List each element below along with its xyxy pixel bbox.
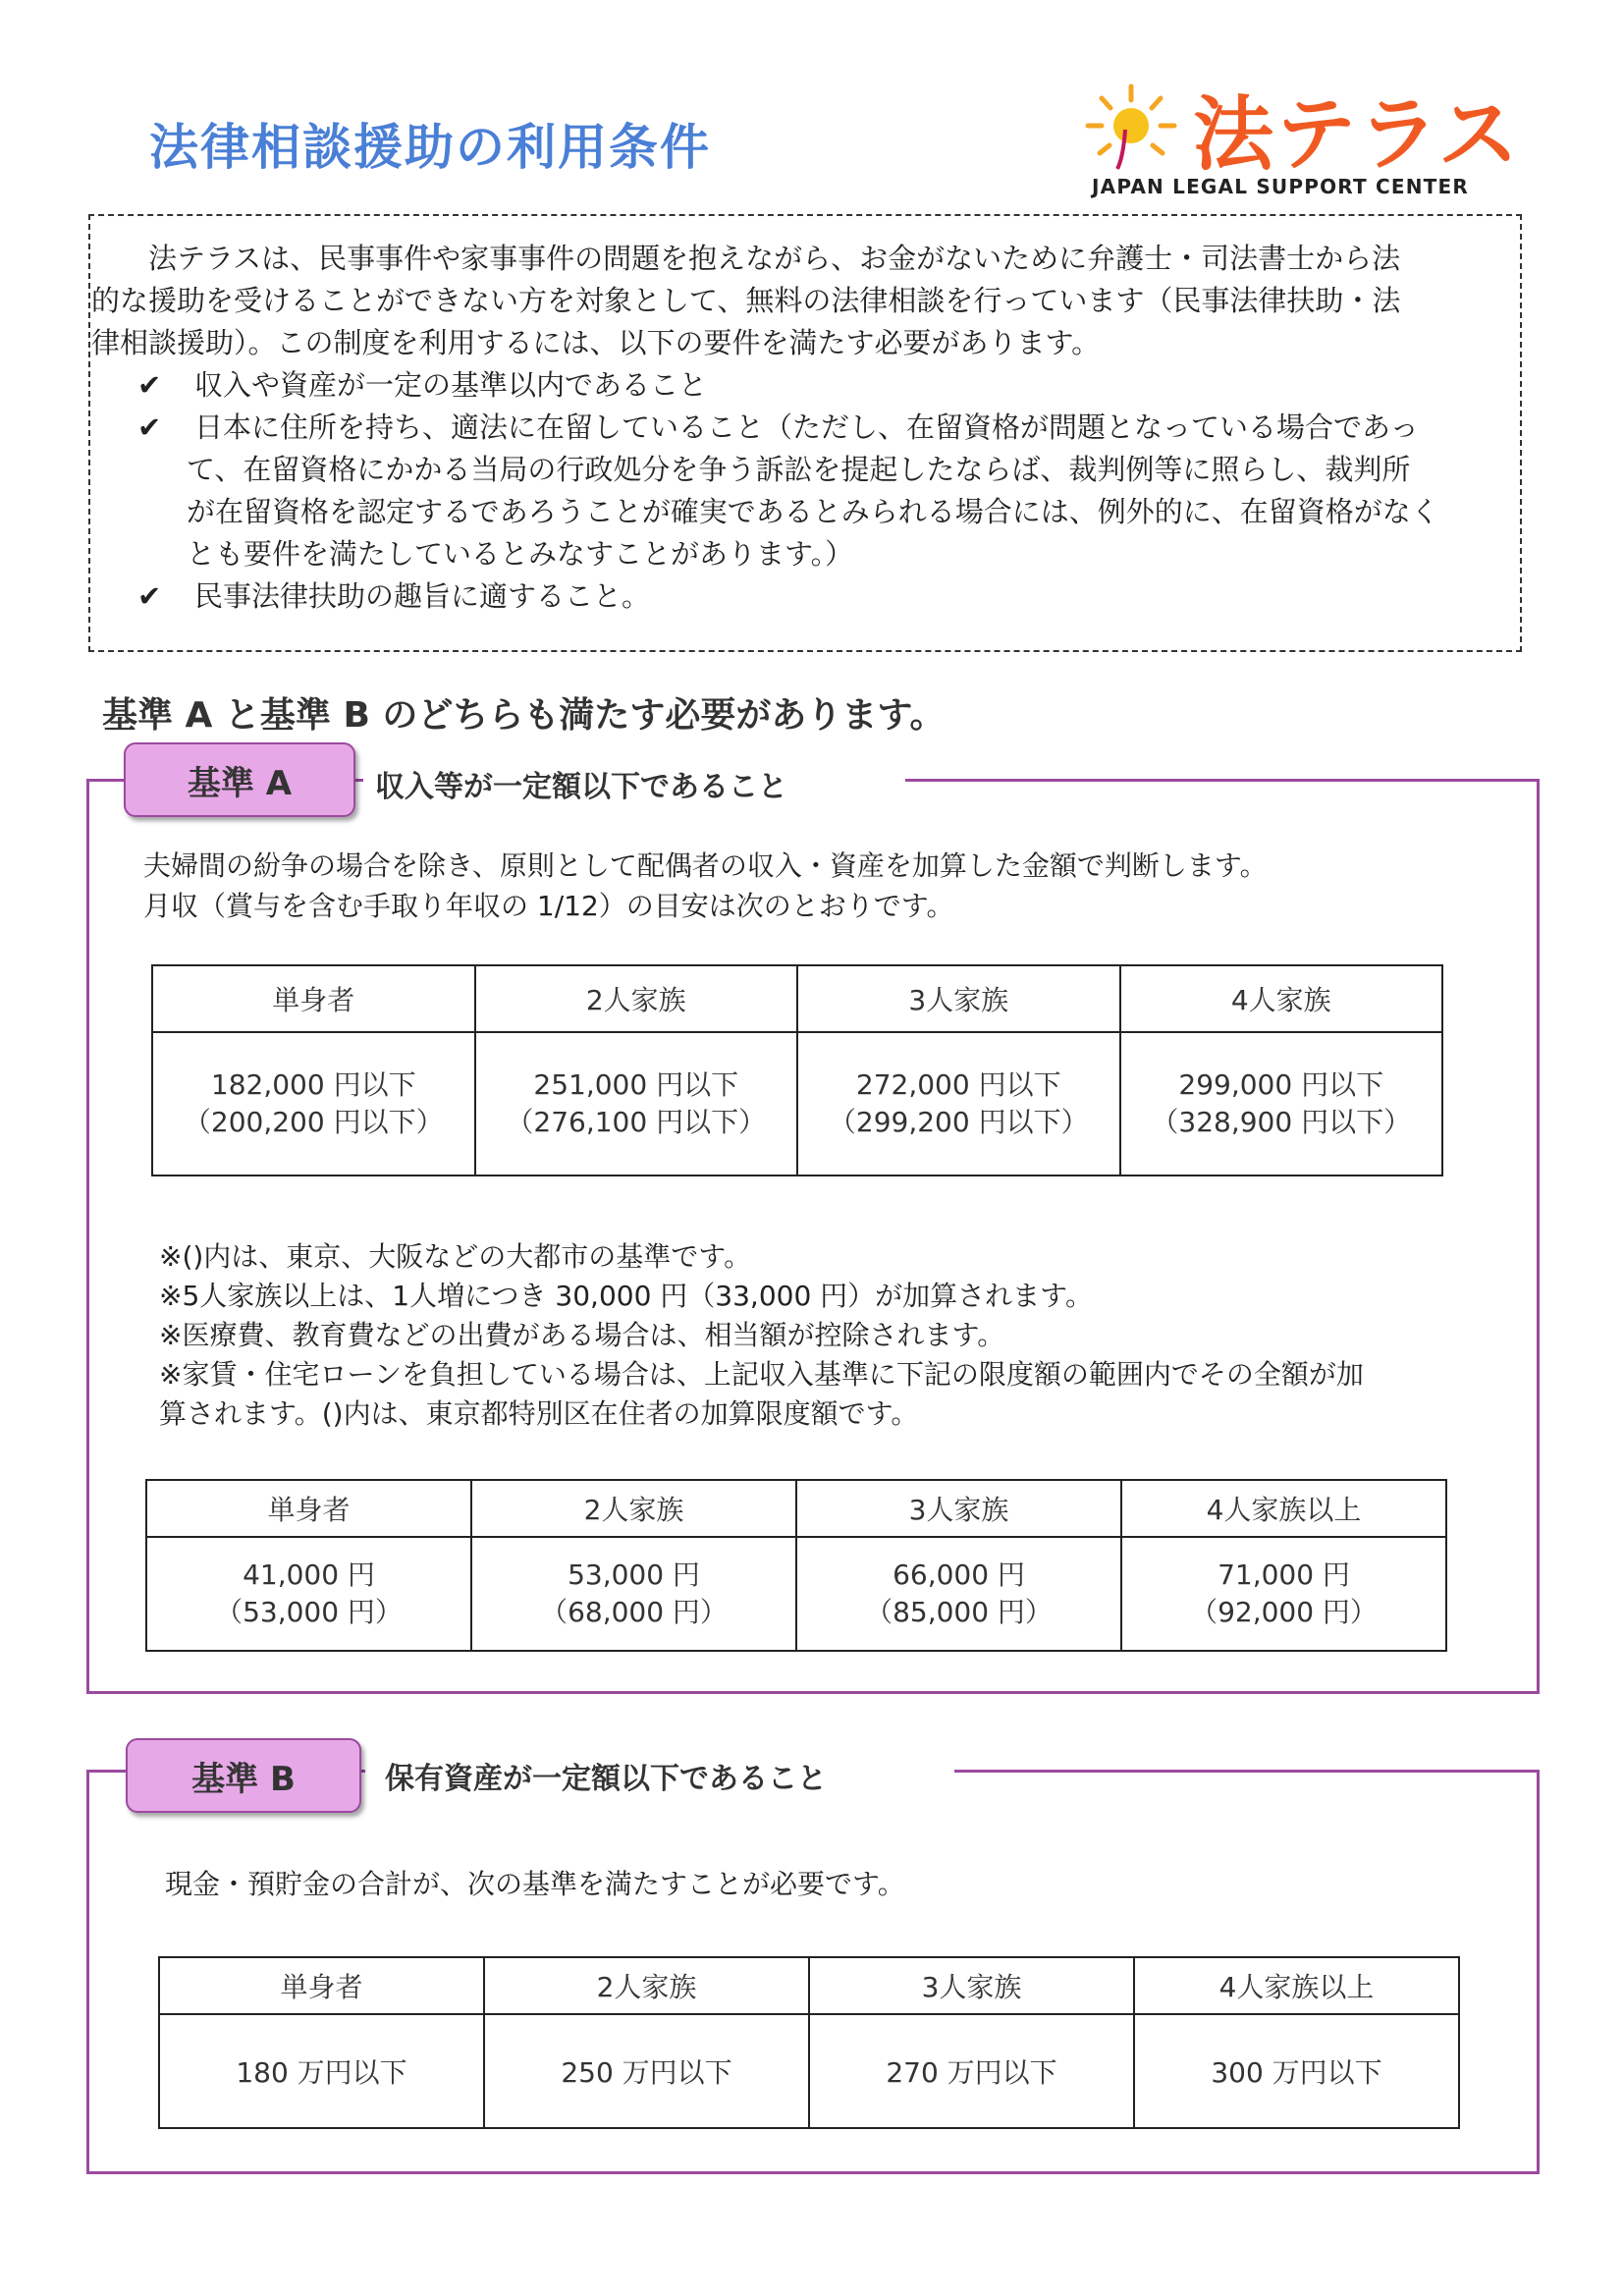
description-line: 夫婦間の紛争の場合を除き、原則として配偶者の収入・資産を加算した金額で判断します。: [143, 849, 1268, 882]
housing-limit: 71,000 円: [1218, 1558, 1350, 1591]
table-cell: [475, 1032, 798, 1175]
requirement-line: 日本に住所を持ち、適法に在留していること（ただし、在留資格が問題となっている場合であっ: [194, 410, 1419, 444]
note-line: ※医療費、教育費などの出費がある場合は、相当額が控除されます。: [159, 1319, 1005, 1351]
criterion-a-description: [143, 846, 1268, 926]
checkmark-icon: ✔: [137, 410, 162, 444]
note-line: ※5人家族以上は、1人増につき 30,000 円（33,000 円）が加算されます。: [159, 1280, 1093, 1312]
table-header: 4人家族以上: [1134, 1957, 1459, 2014]
table-header: 3人家族: [796, 1480, 1121, 1537]
intro-line: 律相談援助）。この制度を利用するには、以下の要件を満たす必要があります。: [91, 326, 1101, 359]
table-header: 2人家族: [484, 1957, 809, 2014]
houterasu-logo: [1080, 69, 1521, 206]
table-header: 4人家族以上: [1121, 1480, 1446, 1537]
housing-limit-city: （53,000 円）: [215, 1596, 403, 1628]
checkmark-icon: ✔: [137, 579, 162, 613]
requirement-text: 民事法律扶助の趣旨に適すること。: [194, 579, 651, 613]
income-limit-city: （276,100 円以下）: [506, 1106, 767, 1138]
income-table: [151, 964, 1443, 1176]
housing-limit: 53,000 円: [568, 1558, 700, 1591]
criterion-a-subtitle: 収入等が一定額以下であること: [375, 770, 787, 804]
requirement-item: [120, 575, 1490, 618]
table-cell: 270 万円以下: [809, 2014, 1134, 2128]
table-header: 単身者: [146, 1480, 471, 1537]
table-cell: [796, 1537, 1121, 1651]
table-cell: [146, 1537, 471, 1651]
income-limit: 182,000 円以下: [210, 1068, 416, 1101]
intro-paragraph: [91, 238, 1490, 364]
note-line: 算されます。()内は、東京都特別区在住者の加算限度額です。: [159, 1397, 919, 1430]
housing-table: [145, 1479, 1447, 1652]
income-limit: 299,000 円以下: [1178, 1068, 1384, 1101]
table-cell: 300 万円以下: [1134, 2014, 1459, 2128]
logo-english-text: JAPAN LEGAL SUPPORT CENTER: [1092, 175, 1469, 198]
criteria-heading: 基準 A と基準 B のどちらも満たす必要があります。: [102, 695, 946, 736]
income-limit-city: （299,200 円以下）: [828, 1106, 1089, 1138]
table-cell: [152, 1032, 475, 1175]
logo-japanese-text: 法テラス: [1193, 88, 1521, 182]
intro-box: [88, 214, 1522, 652]
table-header: 4人家族: [1120, 965, 1443, 1032]
requirement-item: [120, 407, 1490, 575]
note-line: ※()内は、東京、大阪などの大都市の基準です。: [159, 1240, 752, 1273]
table-cell: [1120, 1032, 1443, 1175]
table-cell: 250 万円以下: [484, 2014, 809, 2128]
table-header: 3人家族: [809, 1957, 1134, 2014]
requirement-line: て、在留資格にかかる当局の行政処分を争う訴訟を提起したならば、裁判例等に照らし、裁判所: [187, 453, 1411, 486]
table-cell: [471, 1537, 796, 1651]
requirement-text: [187, 407, 1490, 575]
intro-line: 法テラスは、民事事件や家事事件の問題を抱えながら、お金がないために弁護士・司法書士から法: [148, 242, 1401, 275]
checkmark-icon: ✔: [137, 368, 162, 402]
assets-table: [158, 1956, 1460, 2129]
criterion-b-description: 現金・預貯金の合計が、次の基準を満たすことが必要です。: [165, 1868, 905, 1900]
table-header: 単身者: [152, 965, 475, 1032]
requirement-line: が在留資格を認定するであろうことが確実であるとみられる場合には、例外的に、在留資格がなく: [187, 495, 1439, 528]
table-cell: 180 万円以下: [159, 2014, 484, 2128]
table-header: 単身者: [159, 1957, 484, 2014]
page-title: 法律相談援助の利用条件: [149, 119, 711, 176]
description-line: 月収（賞与を含む手取り年収の 1/12）の目安は次のとおりです。: [143, 890, 954, 922]
housing-limit-city: （92,000 円）: [1190, 1596, 1378, 1628]
income-limit: 272,000 円以下: [855, 1068, 1061, 1101]
requirement-item: [120, 364, 1490, 407]
table-header: 3人家族: [797, 965, 1120, 1032]
table-cell: [797, 1032, 1120, 1175]
note-line: ※家賃・住宅ローンを負担している場合は、上記収入基準に下記の限度額の範囲内でその全額が加: [159, 1358, 1364, 1391]
housing-limit-city: （85,000 円）: [865, 1596, 1053, 1628]
criterion-b-tab: 基準 B: [126, 1738, 361, 1813]
table-header: 2人家族: [471, 1480, 796, 1537]
table-cell: [1121, 1537, 1446, 1651]
income-limit: 251,000 円以下: [533, 1068, 739, 1101]
table-header: 2人家族: [475, 965, 798, 1032]
criterion-a-notes: [159, 1237, 1364, 1434]
intro-line: 的な援助を受けることができない方を対象として、無料の法律相談を行っています（民事法律扶助・法: [91, 284, 1401, 317]
criterion-a-tab: 基準 A: [124, 742, 355, 817]
income-limit-city: （200,200 円以下）: [183, 1106, 444, 1138]
housing-limit-city: （68,000 円）: [540, 1596, 728, 1628]
sun-logo-icon: [1080, 79, 1188, 177]
criterion-b-subtitle: 保有資産が一定額以下であること: [385, 1762, 827, 1796]
requirement-text: 収入や資産が一定の基準以内であること: [194, 368, 708, 402]
requirement-line: とも要件を満たしているとみなすことがあります。）: [187, 537, 854, 571]
housing-limit: 41,000 円: [243, 1558, 375, 1591]
housing-limit: 66,000 円: [893, 1558, 1025, 1591]
income-limit-city: （328,900 円以下）: [1151, 1106, 1412, 1138]
